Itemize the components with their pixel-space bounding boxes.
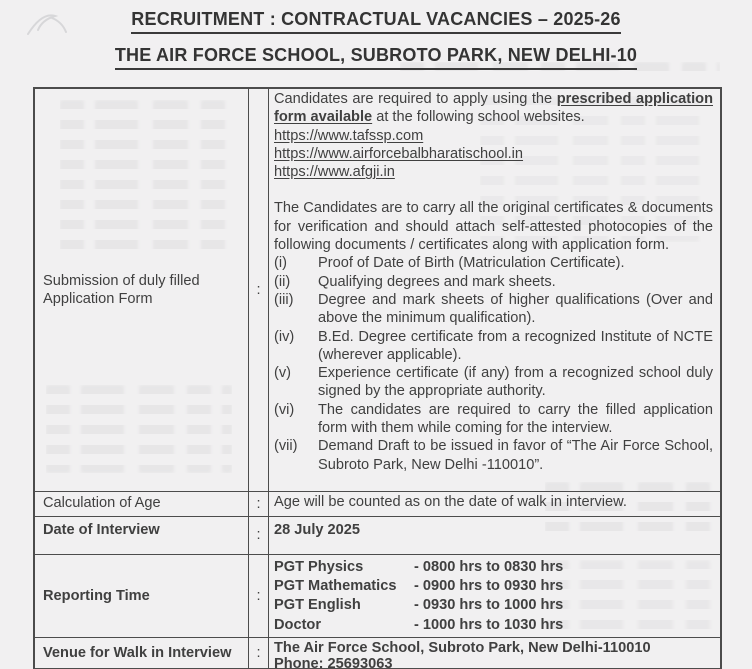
page-subtitle: THE AIR FORCE SCHOOL, SUBROTO PARK, NEW DELHI-10 (115, 45, 637, 70)
reporting-time-label: Reporting Time (43, 587, 150, 604)
document-header (0, 9, 752, 70)
document-list-item: (iii) Degree and mark sheets of higher qualifications (Over and above the minimum qualification). (274, 291, 713, 327)
document-list-item: (i) Proof of Date of Birth (Matriculation Certificate). (274, 255, 625, 272)
row-label-cell (35, 492, 249, 516)
submission-content-cell (269, 89, 720, 491)
submission-label: Submission of duly filled Application Form (43, 272, 200, 307)
document-list-item: (vii) Demand Draft to be issued in favor of “The Air Force School, Subroto Park, New Delhi -110010”. (274, 438, 713, 473)
age-value: Age will be counted as on the date of walk in interview. (274, 494, 627, 510)
certificates-instruction-paragraph: The Candidates are to carry all the original certificates & documents for verification and should attach self-attested photocopies of the following documents / certificates along with application form. (274, 200, 713, 254)
colon-separator: : (249, 517, 269, 554)
schedule-row: PGT English - 0930 hrs to 1000 hrs (274, 597, 564, 614)
required-documents-list (274, 254, 713, 474)
row-label-cell (35, 555, 249, 637)
row-label-cell (35, 89, 249, 491)
document-list-item: (ii) Qualifying degrees and mark sheets. (274, 273, 556, 290)
recruitment-details-table (33, 87, 722, 669)
document-list-item: (vi) The candidates are required to carry the filled application form with them while coming for the interview. (274, 401, 713, 437)
document-list-item: (v) Experience certificate (if any) from a recognized school duly signed by the appropriate authority. (274, 365, 713, 400)
row-label-cell (35, 517, 249, 554)
schedule-row: PGT Mathematics - 0900 hrs to 0930 hrs (274, 578, 564, 595)
table-row-interview-date (35, 516, 720, 554)
website-link-airforcebalbharati[interactable]: https://www.airforcebalbharatischool.in (274, 145, 524, 162)
venue-details (269, 638, 720, 668)
venue-address: The Air Force School, Subroto Park, New Delhi-110010 (274, 639, 651, 656)
document-list-item: (iv) B.Ed. Degree certificate from a recognized Institute of NCTE (wherever applicable). (274, 328, 713, 363)
row-label-cell (35, 638, 249, 668)
page-title: RECRUITMENT : CONTRACTUAL VACANCIES – 2025-26 (131, 9, 620, 34)
website-link-afgji[interactable]: https://www.afgji.in (274, 164, 395, 181)
colon-separator: : (249, 89, 269, 491)
schedule-row: PGT Physics - 0800 hrs to 0830 hrs (274, 559, 564, 575)
age-label: Calculation of Age (43, 495, 161, 511)
interview-date-label: Date of Interview (43, 522, 160, 538)
table-row-reporting-time (35, 554, 720, 637)
interview-date-value: 28 July 2025 (274, 522, 361, 538)
venue-label: Venue for Walk in Interview (43, 644, 232, 661)
colon-separator: : (249, 492, 269, 516)
table-row-venue (35, 637, 720, 668)
schedule-row: Doctor - 1000 hrs to 1030 hrs (274, 616, 564, 633)
reporting-time-schedule (269, 555, 720, 637)
colon-separator: : (249, 638, 269, 668)
school-website-list (274, 127, 713, 182)
apply-instruction-paragraph: Candidates are required to apply using the prescribed application form available at the following school websites. (274, 91, 713, 126)
venue-phone: Phone: 25693063 (274, 655, 393, 669)
website-link-tafssp[interactable]: https://www.tafssp.com (274, 127, 424, 144)
table-row-submission (35, 89, 720, 491)
prescribed-form-emphasis: prescribed application form available (274, 91, 713, 126)
table-row-age-calculation (35, 491, 720, 516)
colon-separator: : (249, 555, 269, 637)
